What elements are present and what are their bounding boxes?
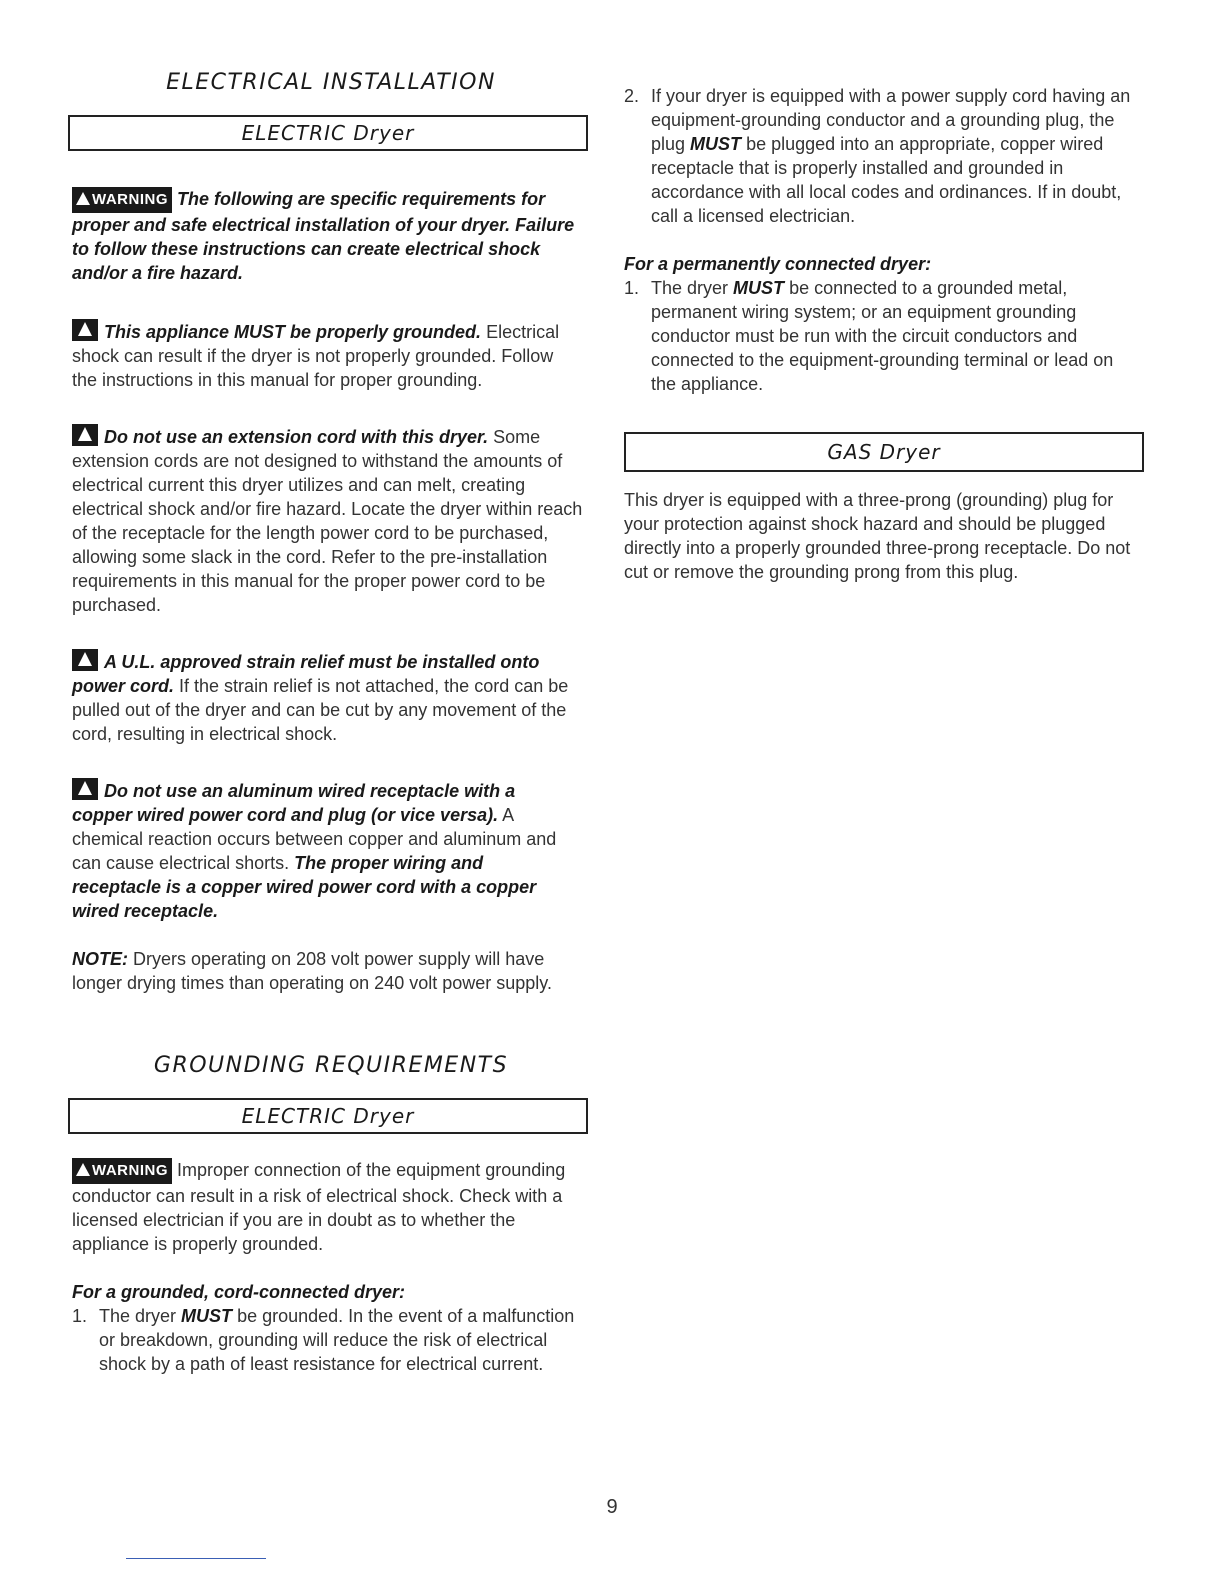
gas-dryer-box: GAS Dryer bbox=[624, 432, 1144, 472]
right-column bbox=[624, 84, 1144, 584]
left-column bbox=[72, 70, 590, 1376]
caution-icon bbox=[72, 778, 98, 800]
gas-paragraph: This dryer is equipped with a three-prong (grounding) plug for your protection against shock hazard and should be plugged directly into a properly grounded three-prong receptacle. Do not cut or remove the grounding prong from this plug. bbox=[624, 490, 1131, 582]
page-number: 9 bbox=[606, 1496, 618, 1518]
permanent-steps bbox=[624, 276, 1124, 396]
aluminum-paragraph: Do not use an aluminum wired receptacle with a copper wired power cord and plug (or vice versa). A chemical reaction occurs between copper and aluminum and can cause electrical shorts. The proper wiring and receptacle is a copper wired power cord with a copper wired receptacle. bbox=[72, 778, 572, 923]
cord-connected-subhead: For a grounded, cord-connected dryer: bbox=[72, 1282, 406, 1302]
warning-badge-2: WARNING bbox=[72, 1158, 172, 1184]
extension-cord-paragraph: Do not use an extension cord with this dryer. Some extension cords are not designed to withstand the amounts of electrical current this dryer utilizes and can melt, creating electrical shock and/or fire hazard. Locate the dryer within reach of the receptacle for the length power cord to be purchased, allowing some slack in the cord. Refer to the pre-installation requirements in this manual for the proper power cord to be purchased. bbox=[72, 424, 590, 617]
electrical-installation-title: ELECTRICAL INSTALLATION bbox=[166, 70, 496, 95]
grounded-paragraph: This appliance MUST be properly grounded. Electrical shock can result if the dryer is not properly grounded. Follow the instructions in this manual for proper grounding. bbox=[72, 319, 572, 392]
list-item: 2. If your dryer is equipped with a power supply cord having an equipment-grounding conductor and a grounding plug, the plug MUST be plugged into an appropriate, copper wired receptacle that is properly installed and grounded in accordance with all local codes and ordinances. If in doubt, call a licensed electrician. bbox=[624, 86, 1131, 226]
list-item: 1. The dryer MUST be grounded. In the event of a malfunction or breakdown, grounding will reduce the risk of electrical shock by a path of least resistance for electrical current. bbox=[72, 1306, 575, 1374]
cord-connected-steps bbox=[72, 1304, 584, 1376]
warning-triangle-icon bbox=[76, 192, 90, 205]
caution-icon bbox=[72, 649, 98, 671]
electric-dryer-box-2: ELECTRIC Dryer bbox=[68, 1098, 588, 1134]
strain-relief-paragraph: A U.L. approved strain relief must be installed onto power cord. If the strain relief is not attached, the cord can be pulled out of the dryer and can be cut by any movement of the cord, resulting in electrical shock. bbox=[72, 649, 584, 746]
permanent-subhead: For a permanently connected dryer: bbox=[624, 254, 932, 274]
electric-dryer-box: ELECTRIC Dryer bbox=[68, 115, 588, 151]
warning2-paragraph: WARNING Improper connection of the equipment grounding conductor can result in a risk of electrical shock. Check with a licensed electrician if you are in doubt as to whether the appliance is properly grounded. bbox=[72, 1160, 566, 1254]
list-item: 1. The dryer MUST be connected to a grounded metal, permanent wiring system; or an equipment grounding conductor must be run with the circuit conductors and connected to the equipment-grounding terminal or lead on the appliance. bbox=[624, 278, 1114, 394]
warning-badge: WARNING bbox=[72, 187, 172, 213]
caution-icon bbox=[72, 424, 98, 446]
caution-icon bbox=[72, 319, 98, 341]
cord-steps-continued bbox=[624, 84, 1144, 228]
grounding-requirements-title: GROUNDING REQUIREMENTS bbox=[153, 1053, 509, 1078]
footer-line bbox=[126, 1558, 266, 1559]
note-paragraph: NOTE: Dryers operating on 208 volt power supply will have longer drying times than operating on 240 volt power supply. bbox=[72, 949, 552, 993]
warning-triangle-icon bbox=[76, 1163, 90, 1176]
warning-paragraph: WARNING The following are specific requirements for proper and safe electrical installation of your dryer. Failure to follow these instructions can create electrical shock and/or a fire hazard. bbox=[72, 189, 575, 283]
